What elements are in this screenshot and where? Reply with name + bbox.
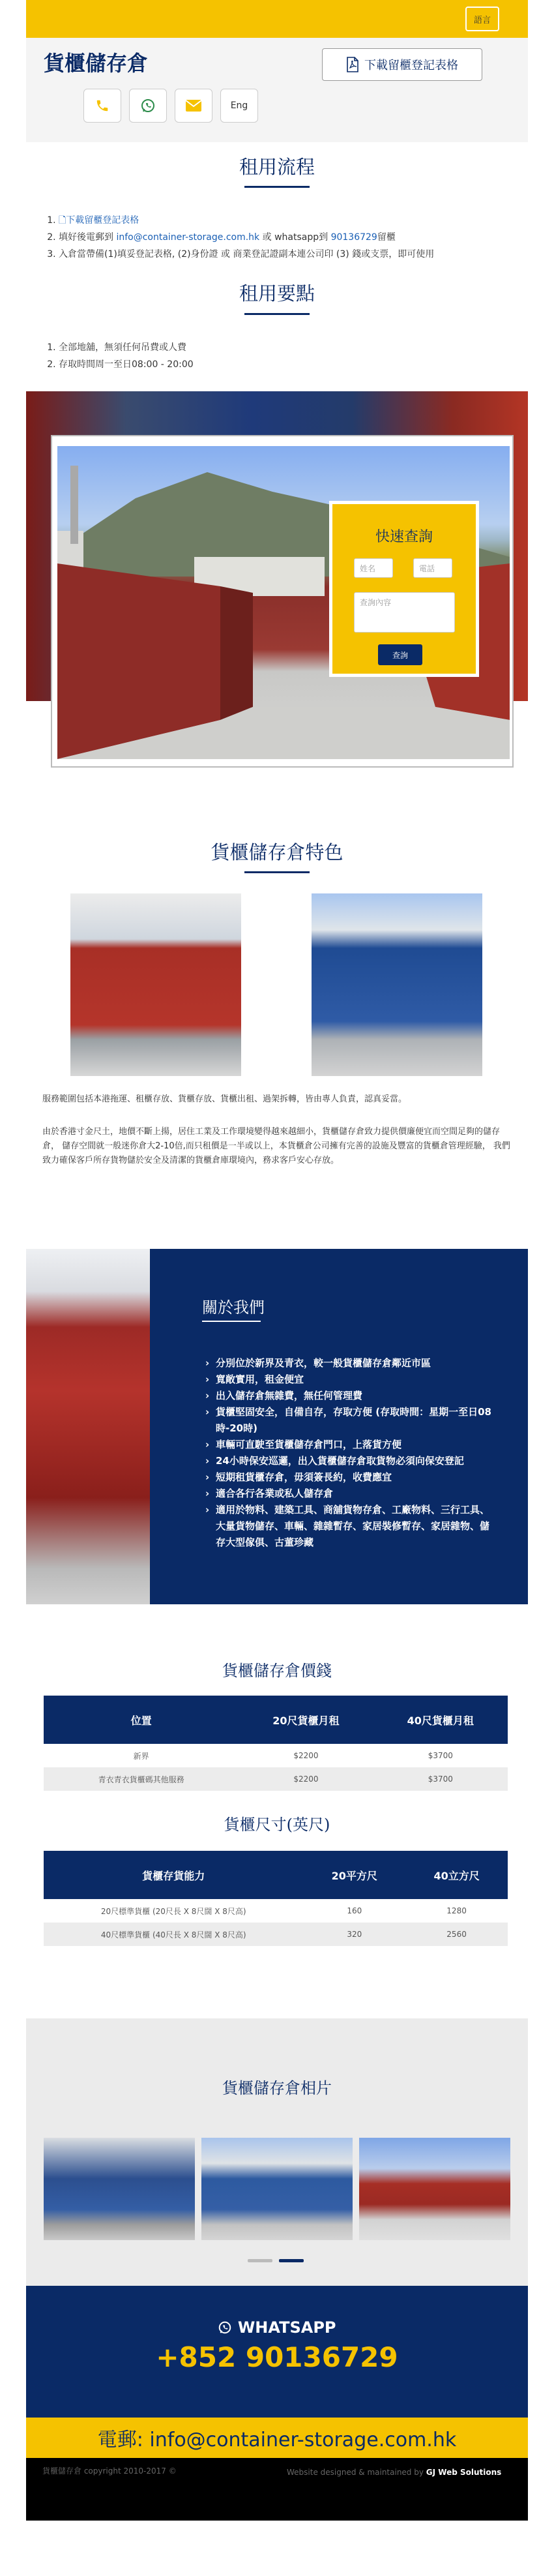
english-language-button[interactable]: Eng (220, 89, 258, 123)
phone-button[interactable] (83, 89, 121, 123)
size-cell: 40尺標準貨櫃 (40尺長 X 8尺闊 X 8尺高) (44, 1923, 303, 1946)
gallery-photo[interactable] (359, 2138, 510, 2240)
carousel-dot[interactable] (248, 2259, 272, 2262)
about-item: › 車輛可直駛至貨櫃儲存倉門口，上落貨方便 (205, 1437, 492, 1453)
size-cell: 2560 (405, 1923, 508, 1946)
size-header-40ft: 40立方尺 (405, 1851, 508, 1899)
points-item: 1. 全部地舖，無須任何吊費或人費 (59, 339, 194, 356)
whatsapp-label[interactable] (26, 2318, 528, 2337)
whatsapp-label-text: WHATSAPP (237, 2318, 336, 2337)
download-form-link-label: 下載留櫃登記表格 (66, 215, 139, 226)
points-title: 租用要點 (239, 282, 315, 305)
features-title: 貨櫃儲存倉特色 (211, 841, 343, 863)
prices-title: 貨櫃儲存倉價錢 (222, 1662, 332, 1680)
about-item: › 分別位於新界及青衣，較一般貨櫃儲存倉鄰近市區 (205, 1355, 492, 1371)
about-title-underline (202, 1321, 261, 1322)
enquiry-submit-button[interactable]: 查詢 (378, 644, 422, 665)
download-form-label: 下載留櫃登記表格 (364, 59, 458, 72)
feature-photo-blue-container (312, 893, 482, 1076)
step2-phone-link[interactable]: 90136729 (330, 232, 377, 243)
table-row (44, 1899, 508, 1923)
feature-photo-red-container (70, 893, 241, 1076)
message-textarea[interactable]: 查詢內容 (354, 592, 455, 633)
top-bar (26, 0, 528, 38)
points-list (46, 339, 194, 373)
about-item: › 適合各行各業或私人儲存倉 (205, 1486, 492, 1502)
footer-credit-link[interactable]: GJ Web Solutions (426, 2468, 502, 2477)
process-steps (46, 212, 434, 263)
footer-credit (287, 2465, 502, 2479)
whatsapp-icon (218, 2320, 232, 2335)
points-item: 2. 存取時間周一至日08:00 - 20:00 (59, 356, 194, 373)
step2-text-b: 或 whatsapp到 (259, 232, 331, 243)
size-cell: 1280 (405, 1899, 508, 1923)
email-button[interactable] (175, 89, 212, 123)
about-item: › 短期租貨櫃存倉，毋須簽長約，收費應宜 (205, 1469, 492, 1486)
features-paragraph-1: 服務範圍包括本港拖運、租櫃存放、貨櫃存放、貨櫃出租、過架拆轉，皆由專人負責，認真妥當。 (42, 1094, 407, 1104)
email-link[interactable]: 電郵: info@container-storage.com.hk (97, 2429, 457, 2451)
price-table (44, 1696, 508, 1791)
gallery-title: 貨櫃儲存倉相片 (222, 2079, 332, 2097)
about-list (205, 1355, 492, 1551)
sizes-title: 貨櫃尺寸(英尺) (224, 1816, 330, 1834)
process-step-1 (59, 212, 434, 229)
features-title-underline (244, 871, 310, 873)
step2-text-c: 留櫃 (377, 232, 396, 243)
download-form-link[interactable] (59, 215, 139, 226)
step2-email-link[interactable]: info@container-storage.com.hk (116, 232, 260, 243)
pdf-icon (346, 57, 359, 72)
process-step-3: 3. 入倉當帶備(1)填妥登記表格, (2)身份證 或 商業登記證副本連公司印 (3) 錢或支票，即可使用 (59, 246, 434, 263)
whatsapp-icon (140, 98, 156, 113)
about-item: › 24小時保安巡邏，出入貨櫃儲存倉取貨物必須向保安登記 (205, 1453, 492, 1469)
size-header-20ft: 20平方尺 (303, 1851, 405, 1899)
size-cell: 320 (303, 1923, 405, 1946)
carousel-dot-active[interactable] (279, 2259, 304, 2262)
points-title-underline (244, 313, 310, 315)
footer-credit-prefix: Website designed & maintained by (287, 2468, 426, 2477)
size-table (44, 1851, 508, 1946)
about-item: › 適用於物料、建築工具、商舖貨物存倉、工廠物料、三行工具、大量貨物儲存、車輛、雜雜暫存、家居裝修暫存、家居雜物、儲存大型傢俱、古董珍藏 (205, 1502, 492, 1551)
price-cell: $3700 (373, 1767, 508, 1791)
features-paragraph-2: 由於香港寸金尺土，地價不斷上揚，居住工業及工作環境變得越來越細小，貨櫃儲存倉致力提供價廉便宜而空間足夠的儲存倉， 儲存空間就一般迷你倉大2-10倍,而只租價是一半或以上，本貨櫃倉公司擁有完善的設施及豐富的貨櫃倉管理經驗， 我們致力確保客戶所存貨物儲於安全及清潔的貨櫃倉庫環境內，務求客戶安心存放。 (42, 1127, 510, 1165)
price-header-location: 位置 (44, 1696, 239, 1744)
site-title[interactable]: 貨櫃儲存倉 (44, 51, 149, 76)
price-header-20ft: 20尺貨櫃月租 (239, 1696, 373, 1744)
process-title-underline (244, 186, 310, 188)
about-photo (26, 1249, 150, 1604)
about-item: › 寬敞實用，租金便宜 (205, 1371, 492, 1388)
language-button[interactable]: 語言 (465, 7, 499, 31)
size-header-capacity: 貨櫃存貨能力 (44, 1851, 303, 1899)
whatsapp-phone[interactable]: +852 90136729 (156, 2341, 398, 2373)
gallery-photo[interactable] (201, 2138, 353, 2240)
process-title: 租用流程 (239, 156, 315, 178)
whatsapp-button[interactable] (129, 89, 167, 123)
price-cell: $2200 (239, 1767, 373, 1791)
footer-copyright: 貨櫃儲存倉 copyright 2010-2017 © (42, 2466, 177, 2476)
process-step-2 (59, 229, 434, 246)
phone-icon (95, 98, 109, 113)
table-row (44, 1923, 508, 1946)
about-item: › 出入儲存倉無雜費，無任何管理費 (205, 1388, 492, 1404)
about-title: 關於我們 (202, 1298, 265, 1317)
price-header-40ft: 40尺貨櫃月租 (373, 1696, 508, 1744)
table-row (44, 1744, 508, 1767)
gallery-photo[interactable] (44, 2138, 195, 2240)
table-row (44, 1767, 508, 1791)
size-cell: 20尺標準貨櫃 (20尺長 X 8尺闊 X 8尺高) (44, 1899, 303, 1923)
price-cell: 新界 (44, 1744, 239, 1767)
document-icon: 🗋 (59, 215, 66, 226)
price-cell: $2200 (239, 1744, 373, 1767)
name-input[interactable]: 姓名 (354, 558, 393, 578)
price-cell: $3700 (373, 1744, 508, 1767)
phone-input[interactable]: 電話 (413, 558, 452, 578)
quick-enquiry-title: 快速查詢 (375, 529, 433, 545)
about-item: › 貨櫃堅固安全，自備自存，存取方便 (存取時間：星期一至日08時-20時) (205, 1404, 492, 1437)
download-form-button[interactable] (322, 48, 482, 81)
email-icon (185, 99, 202, 112)
price-cell: 青衣青衣貨櫃碼其他服務 (44, 1767, 239, 1791)
size-cell: 160 (303, 1899, 405, 1923)
step2-text-a: 填好後電郵到 (59, 232, 117, 243)
